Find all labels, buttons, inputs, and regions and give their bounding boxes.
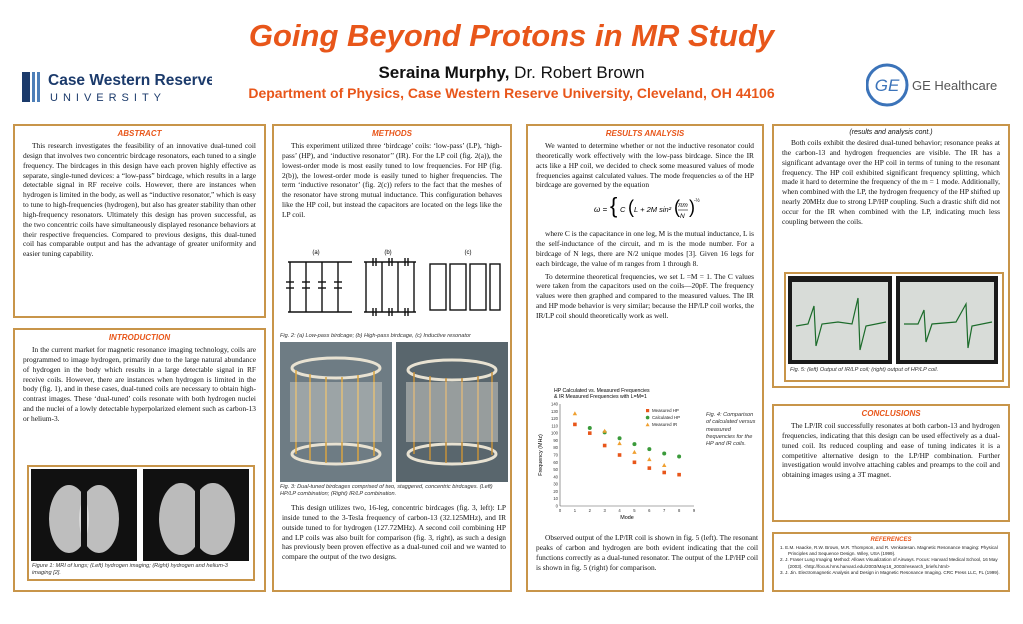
coil-former bbox=[406, 382, 498, 442]
legend-label: Measured HP bbox=[652, 408, 679, 413]
y-axis-label: Frequency (MHz) bbox=[538, 434, 544, 476]
methods-text-2: This design utilizes two, 16-leg, concentric birdcages (fig. 3, left): LP inside tuned to the 3-Tesla frequency of carbon-13 (32.125MHz), and IR outside tuned to for hydrogen (127.72MHz). A second coil combining HP and LP coils was also built for comparison (fig. 3, right), as such a design has previously been proven effective as a dual-tuned coil and we wanted to compare the output of the two designs. bbox=[282, 503, 506, 562]
cwru-logo-university: UNIVERSITY bbox=[50, 92, 167, 104]
y-tick-label: 30 bbox=[553, 481, 558, 487]
data-point-measured-hp bbox=[573, 423, 577, 427]
fig4-caption: Fig. 4: Comparison of calculated versus measured frequencies for the HP and IR coils. bbox=[706, 412, 756, 448]
ge-healthcare-logo bbox=[866, 62, 1016, 108]
results-cont-panel bbox=[772, 124, 1010, 388]
methods-panel bbox=[272, 124, 512, 592]
x-tick-label: 6 bbox=[648, 508, 651, 513]
data-point-measured-hp bbox=[618, 453, 622, 457]
data-point-measured-ir bbox=[662, 463, 666, 467]
fig1-frame bbox=[27, 465, 255, 581]
lungs-hydrogen-graphic bbox=[31, 469, 137, 561]
methods-text-1: This experiment utilized three ‘birdcage’ coils: ‘low-pass’ (LP), ‘high-pass’ (HP), and ‘inductive resonator’’ (IR). For the LP coil (fig. 2(a)), the lowest-order mode is most easily tuned to low frequencies. For HP (fig. 2(b)), the lowest-order mode is easily tuned to higher frequencies. The term ‘inductive resonator’ (fig. 2(c)) refers to the fact that the meshes of the resonator have strong mutual inductance. This configuration behaves like the HP coil, but instead the capacitors are located on the legs like the LP coil. bbox=[282, 141, 502, 219]
ir-lp-trace-graphic bbox=[788, 276, 892, 364]
conclusions-text: The LP/IR coil successfully resonates at both carbon-13 and hydrogen frequencies, indicating that this design can be used effectively as a dual-tuned coil. Its reduced coupling and ease of tuning indicates it is a competitive alternative design to the LP/HP combination. Further investigation would involve attaching cables and preamps to the coil and obtaining images using a 3T magnet. bbox=[782, 421, 1000, 480]
scope-screen bbox=[792, 282, 888, 360]
ir-mesh bbox=[450, 264, 466, 310]
conclusions-heading: CONCLUSIONS bbox=[861, 409, 921, 418]
y-tick-label: 10 bbox=[553, 496, 558, 502]
data-point-calculated-hp bbox=[588, 426, 592, 430]
data-point-measured-hp bbox=[648, 466, 652, 470]
mri-hydrogen-image bbox=[31, 469, 137, 561]
data-point-measured-ir bbox=[602, 429, 606, 433]
legend-label: Calculated HP bbox=[652, 415, 681, 420]
x-tick-label: 1 bbox=[573, 508, 577, 513]
y-tick-label: 60 bbox=[553, 459, 558, 465]
equation-body: L + 2M sin² bbox=[634, 205, 672, 215]
author-second: Dr. Robert Brown bbox=[509, 63, 645, 82]
fig3-caption: Fig. 3: Dual-tuned birdcages comprised of two, staggered, concentric birdcages. (Left) HP/LP combination; (Right) IR/LP combination. bbox=[280, 484, 493, 498]
cwru-logo-bar bbox=[32, 72, 35, 102]
y-tick-label: 40 bbox=[553, 474, 558, 480]
coil-photo-hp-lp bbox=[280, 342, 392, 482]
cwru-logo-graphic bbox=[22, 68, 212, 108]
equation-omega: ω = bbox=[594, 205, 608, 215]
ge-logo-graphic bbox=[866, 62, 1016, 108]
y-tick-label: 80 bbox=[553, 445, 558, 451]
cwru-logo bbox=[22, 68, 212, 108]
data-point-measured-hp bbox=[633, 460, 637, 464]
equation-exponent: -½ bbox=[694, 198, 700, 205]
hp-lp-trace-graphic bbox=[896, 276, 998, 364]
legend-marker bbox=[646, 423, 650, 427]
data-point-calculated-hp bbox=[618, 436, 622, 440]
results-text-4: Observed output of the LP/IR coil is shown in fig. 5 (left). The resonant peaks of carbon and hydrogen are both evident indicating that the coil functions correctly as a dual-tuned resonator. The output of the LP/HP coil is shown in fig. 5 (right) for comparison. bbox=[536, 533, 758, 572]
fig2-label-a: (a) bbox=[312, 250, 320, 256]
equation-left-brace: { bbox=[610, 193, 618, 219]
frequency-equation bbox=[528, 190, 762, 226]
data-point-calculated-hp bbox=[632, 442, 636, 446]
chart-title-line-1: HP Calculated vs. Measured Frequencies bbox=[554, 388, 650, 394]
conclusions-panel bbox=[772, 404, 1010, 522]
trachea-shape bbox=[81, 479, 87, 549]
data-point-calculated-hp bbox=[647, 447, 651, 451]
x-tick-label: 8 bbox=[677, 508, 681, 513]
data-point-measured-hp bbox=[662, 471, 666, 475]
ir-mesh bbox=[490, 264, 500, 310]
hp-lp-output-scope bbox=[896, 276, 998, 364]
data-point-measured-ir bbox=[632, 450, 636, 454]
x-tick-label: 2 bbox=[588, 508, 591, 513]
methods-heading: METHODS bbox=[372, 129, 412, 138]
y-tick-label: 0 bbox=[555, 503, 558, 509]
equation-graphic bbox=[590, 192, 700, 224]
x-tick-label: 0 bbox=[558, 508, 562, 513]
coil-hp-lp-graphic bbox=[280, 342, 392, 482]
fig5-caption: Fig. 5: (left) Output of IR/LP coil; (right) output of HP/LP coil. bbox=[790, 367, 939, 373]
coil-former bbox=[290, 382, 382, 442]
fig4-chart bbox=[534, 384, 702, 524]
y-tick-label: 130 bbox=[551, 408, 558, 414]
scope-screen bbox=[900, 282, 994, 360]
data-point-measured-ir bbox=[573, 411, 577, 415]
fig2-birdcages bbox=[280, 246, 504, 339]
data-point-calculated-hp bbox=[677, 454, 681, 458]
y-tick-label: 110 bbox=[551, 423, 558, 429]
introduction-panel bbox=[13, 328, 266, 592]
ir-lp-output-scope bbox=[788, 276, 892, 364]
y-tick-label: 50 bbox=[553, 467, 558, 473]
mri-helium-image bbox=[143, 469, 249, 561]
reference-item: 2. J. Fraser Lung Imaging Method: Allows Visualization of Airways. Focus: Harvard Medical School, 16 May (2003). <http://focus.hms.harvard.edu/2003/May16_2003/research_briefs.html> bbox=[780, 557, 998, 569]
lungs-helium-graphic bbox=[143, 469, 249, 561]
data-point-measured-hp bbox=[677, 473, 681, 477]
data-point-measured-hp bbox=[603, 444, 607, 448]
x-axis-label: Mode bbox=[620, 515, 634, 521]
abstract-heading: ABSTRACT bbox=[117, 129, 162, 138]
reference-item: 1. E.M. Haacke, R.W. Brown, M.R. Thompson, and R. Venkatesan. Magnetic Resonance Imaging: Physical Principles and Sequence Design. Wiley, USA (1999). bbox=[780, 545, 998, 557]
equation-numerator: πm bbox=[678, 202, 688, 210]
equation-inner-paren: ( bbox=[674, 197, 680, 218]
abstract-text: This research investigates the feasibility of an innovative dual-tuned coil design that involves two concentric birdcage resonators, each tuned to a single frequency. The birdcages in this design have each proven highly effective as separate, single-tuned devices: a “low-pass” birdcage, which results in a large detectable signal in RF receive coils. However, there are instances when hydrogen is limited in the body, as well as “inductive resonator,” which is easy to tune to high-frequencies (hydrogen), but also has greater stability than other high-frequency resonators. Ultimately this design has proven successful, as the two concentric coils have simultaneously displayed resonance behaviors at their respective frequencies. Compared to previous designs, this dual-tuned coil has comparable output and has the advantage of greater uniformity and easier tuning capability. bbox=[23, 141, 256, 259]
legend-label: Measured IR bbox=[652, 422, 678, 427]
data-point-measured-hp bbox=[588, 431, 592, 435]
results-text-1: We wanted to determine whether or not the inductive resonator could theoretically work effectively with the low-pass birdcage. Since the IR acts like a HP coil, we decided to check some measured values of mode frequencies against calculated values. The mode frequencies ω of the HP birdcage are governed by the equation bbox=[536, 141, 754, 190]
x-tick-label: 5 bbox=[633, 508, 636, 513]
equation-c: C bbox=[620, 205, 626, 215]
abstract-panel bbox=[13, 124, 266, 318]
x-tick-label: 3 bbox=[603, 508, 606, 513]
data-point-calculated-hp bbox=[662, 452, 666, 456]
results-cont-text: Both coils exhibit the desired dual-tuned behavior; resonance peaks at the carbon-13 and hydrogen frequencies are visible. The IR has a significant advantage over the HP coil in terms of tuning to the resonant frequency. The HP coil exhibited significant frequency splitting, which made it hard to determine the frequency of the m = 1 mode. Additionally, when combined with the LP, the hydrogen frequency of the HP shifted up nearly 20MHz due to strong LP/HP coupling. Such a drastic shift did not occur for the IR when combined with the LP, indicating much less coupling between the coils. bbox=[782, 138, 1000, 226]
ge-monogram-letters: GE bbox=[874, 76, 900, 95]
chart-title-line-2: & IR Measured Frequencies with L=M=1 bbox=[554, 394, 647, 400]
poster-title: Going Beyond Protons in MR Study bbox=[248, 18, 775, 53]
data-point-measured-ir bbox=[617, 441, 621, 445]
fig5-frame bbox=[784, 272, 1004, 382]
frequency-scatter-chart bbox=[534, 384, 702, 524]
equation-left-paren: ( bbox=[628, 197, 634, 218]
ge-logo-name: GE Healthcare bbox=[912, 78, 998, 93]
cwru-logo-name: Case Western Reserve bbox=[48, 72, 212, 89]
references-list bbox=[774, 543, 1008, 578]
ir-mesh bbox=[470, 264, 486, 310]
fig1-caption: Figure 1: MRI of lungs; (Left) hydrogen imaging; (Right) hydrogen and helium-3 imaging [2]. bbox=[32, 563, 228, 577]
results-panel bbox=[526, 124, 764, 592]
results-heading: RESULTS ANALYSIS bbox=[605, 129, 685, 138]
x-tick-label: 7 bbox=[663, 508, 666, 513]
y-tick-label: 120 bbox=[551, 416, 558, 422]
trachea-shape bbox=[195, 477, 200, 551]
references-panel bbox=[772, 532, 1010, 592]
fig2-schematics bbox=[280, 246, 504, 326]
introduction-text: In the current market for magnetic resonance imaging technology, coils are programmed to image hydrogen, primarily due to the large natural abundance of hydrogen in the body which results in a large detectable signal in RF receive coils. However, there are instances when hydrogen is limited in the body (fig. 1), and in these cases, dual-tuned coils are necessary to obtain high-contrast images. These ‘dual-tuned’ coils resonate with both hydrogen nuclei and the nuclei of a lowly detectable hyperpolarized element such as carbon-13 or helium-3. bbox=[23, 345, 256, 423]
reference-item: 3. J. Jin. Electromagnetic Analysis and Design in Magnetic Resonance Imaging. CRC Press LLC, FL (1999). bbox=[780, 569, 1000, 575]
y-tick-label: 100 bbox=[551, 430, 558, 436]
results-text-2: where C is the capacitance in one leg, M is the mutual inductance, L is the self-inductance of the circuit, and m is the mode number. For a birdcage of N legs, there are N/2 unique modes [3]. Given 16 legs for each birdcage, the value of m ranges from 1 through 8. bbox=[536, 229, 754, 268]
department: Department of Physics, Case Western Reserve University, Cleveland, OH 44106 bbox=[248, 85, 775, 101]
fig2-label-c: (c) bbox=[464, 250, 472, 256]
y-tick-label: 90 bbox=[553, 437, 558, 443]
references-heading: REFERENCES bbox=[870, 537, 912, 543]
ir-mesh bbox=[430, 264, 446, 310]
legend-marker bbox=[646, 409, 649, 412]
fig2-label-b: (b) bbox=[384, 250, 392, 256]
equation-denominator: N bbox=[680, 213, 685, 221]
introduction-heading: INTRODUCTION bbox=[108, 333, 171, 342]
coil-ir-lp-graphic bbox=[396, 342, 508, 482]
cwru-logo-bar bbox=[22, 72, 30, 102]
cwru-logo-bar bbox=[37, 72, 40, 102]
y-tick-label: 70 bbox=[553, 452, 558, 458]
x-tick-label: 4 bbox=[618, 508, 621, 513]
y-tick-label: 20 bbox=[553, 488, 558, 494]
results-text-3: To determine theoretical frequencies, we set L =M = 1. The C values were taken from the capacitors used on the coils—20pF. The frequency values were then graphed and compared to the measured values. The IR and HP mode behavior is very similar; because the HP/LP coil works, the IR/LP coil should theoretically work as well. bbox=[536, 271, 754, 320]
data-point-measured-ir bbox=[647, 457, 651, 461]
coil-photo-ir-lp bbox=[396, 342, 508, 482]
equation-right-paren: ) bbox=[689, 197, 695, 218]
results-cont-heading: (results and analysis cont.) bbox=[849, 129, 933, 136]
fig2-caption: Fig. 2: (a) Low-pass birdcage; (b) High-pass birdcage, (c) Inductive resonator bbox=[280, 333, 471, 339]
x-tick-label: 9 bbox=[692, 508, 696, 513]
legend-marker bbox=[646, 416, 650, 420]
y-tick-label: 140 bbox=[551, 401, 558, 407]
author-main: Seraina Murphy, bbox=[378, 63, 510, 82]
